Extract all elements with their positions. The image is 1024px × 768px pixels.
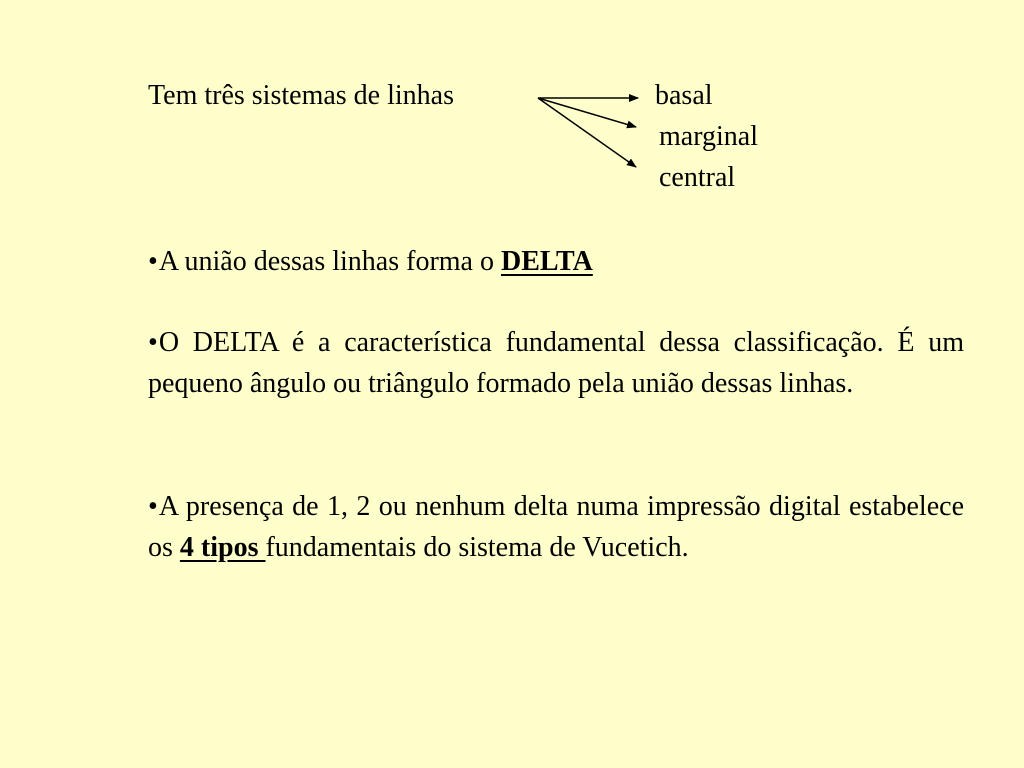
branch-arrows-icon [530,85,650,175]
branch-central: central [659,162,736,193]
bullet-paragraph-four-types [148,486,964,568]
arrow-to-marginal [538,98,636,127]
branch-marginal: marginal [659,121,759,152]
paragraph-text: A presença de 1, 2 ou nenhum delta numa impressão digital estabelece os [148,491,964,563]
bullet-icon: • [148,246,158,277]
paragraph-text: O DELTA é a característica fundamental dessa classificação. É um pequeno ângulo ou triângulo formado pela união dessas linhas. [148,327,964,399]
bullet-icon: • [148,327,158,358]
paragraph-text: A união dessas linhas forma o [158,246,501,277]
highlight-delta: DELTA [500,246,593,277]
branch-basal: basal [655,80,713,111]
paragraph-text-after: fundamentais do sistema de Vucetich. [265,532,689,563]
bullet-paragraph-delta-union [148,241,964,282]
bullet-icon: • [148,491,158,522]
intro-text: Tem três sistemas de linhas [148,80,454,111]
highlight-four-types: 4 tipos [179,532,266,563]
arrow-to-central [538,98,636,167]
bullet-paragraph-delta-definition [148,322,964,404]
